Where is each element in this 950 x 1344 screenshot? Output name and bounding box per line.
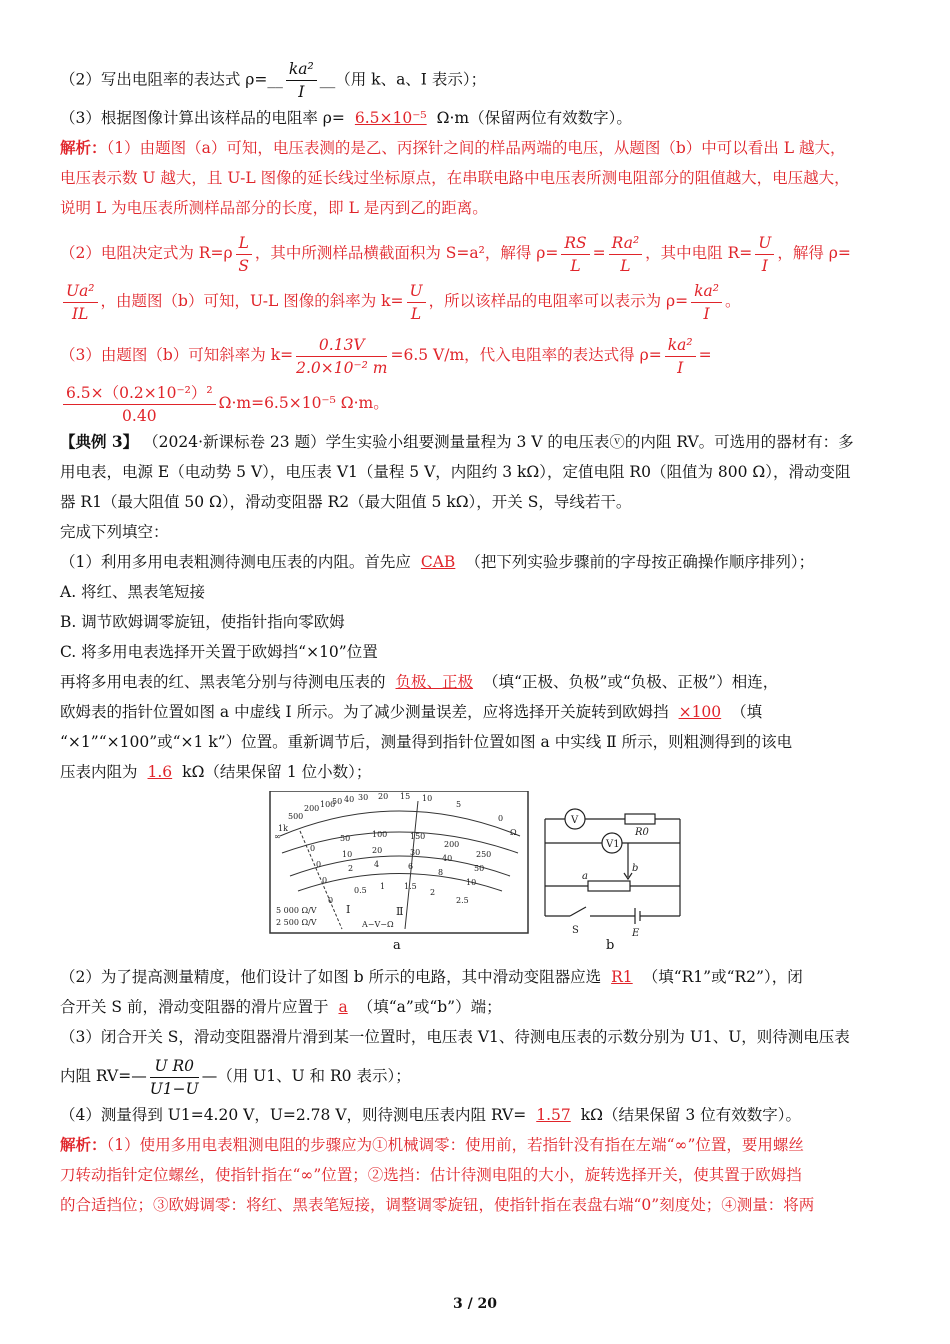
meter-label: 5 000 Ω/V	[276, 906, 317, 915]
meter-figure	[270, 791, 528, 933]
meter-tick: 4	[374, 860, 380, 869]
meter-tick: 50	[340, 834, 351, 843]
meter-tick: 8	[438, 868, 444, 877]
meter-tick: 0	[316, 860, 322, 869]
meter-tick: 10	[422, 794, 433, 803]
meter-tick: 0	[322, 876, 328, 885]
meter-tick: 100	[320, 800, 336, 809]
circuit-label: R0	[635, 827, 649, 838]
resistor-R0	[625, 814, 655, 824]
meter-tick: 30	[410, 848, 421, 857]
meter-tick: 2	[348, 864, 354, 873]
meter-tick: 0	[310, 844, 316, 853]
rv-answer: 1.57	[536, 1106, 571, 1124]
analysis-2: （2）电阻决定式为 R=ρ $\frac{L}{S}$ ，其中所测样品横截面积为 S=a²，解得 ρ= $\frac{RS}{L}$ = $\frac{\text{Ra²}}{L}$ ，其中电阻 R= $\frac{U}{I}$ ，解得 ρ= $\frac{\text{Ua²}}{IL}$ ，由题图（b）可知，U-L 图像的斜率为 k= $\frac{U}{L}$ ，所以该样品的电阻率可以表示为 ρ= $\frac{\text{ka²}}{I}$ 。	[60, 233, 851, 323]
q3-answer: 6.5×10⁻⁵	[354, 109, 427, 127]
meter-tick: 1.5	[404, 882, 417, 891]
meter-tick: 200	[444, 840, 460, 849]
page-number: 3 / 20	[452, 1296, 498, 1312]
figure-svg	[60, 791, 890, 956]
meter-tick: 10	[342, 850, 353, 859]
meter-tick: 15	[400, 792, 411, 801]
meter-tick: 250	[476, 850, 492, 859]
slider-answer: a	[338, 998, 348, 1016]
meter-tick: 5	[456, 800, 462, 809]
meter-tick: 6	[408, 862, 414, 871]
meter-tick: 0	[328, 896, 334, 905]
meter-tick: 0	[498, 814, 504, 823]
circuit-label: a	[582, 871, 588, 882]
q2-line: （2）写出电阻率的表达式 ρ=__ $\frac{\text{ka²}}{I}$ __（用 k、a、I 表示）；	[60, 60, 487, 101]
needle-label-I: Ⅰ	[346, 903, 351, 916]
rheostat	[588, 881, 630, 891]
meter-tick: 1	[380, 882, 386, 891]
meter-tick: 100	[372, 830, 388, 839]
meter-tick: 150	[410, 832, 426, 841]
meter-tick: 10	[466, 878, 477, 887]
meter-label: ∞	[274, 832, 281, 841]
meter-tick: 20	[378, 792, 389, 801]
meter-tick: 40	[442, 854, 453, 863]
polarity-answer: 负极、正极	[395, 673, 474, 691]
circuit-label: V	[571, 815, 579, 826]
range-answer: ×100	[678, 703, 722, 721]
meter-label: Ω	[510, 828, 517, 837]
example-3: 【典例 3】 （2024·新课标卷 23 题）学生实验小组要测量量程为 3 V 的电压表ⓥ的内阻 RV。可选用的器材有：多 用电表，电源 E（电动势 5 V），电压表 V1（量程 5 V，内阻约 3 kΩ），定值电阻 R0（阻值为 800 Ω），滑动变阻 器 R1（最大阻值 50 Ω），滑动变阻器 R2（最大阻值 5 kΩ），开关 S，导线若干。 完成下列填空： （1）利用多用电表粗测待测电压表的内阻。首先应 CAB （把下列实验步骤前的字母按正确操作顺序排列）； A. 将红、黑表笔短接 B. 调节欧姆调零旋钮，使指针指向零欧姆 C. 将多用电表选择开关置于欧姆挡“×10”位置 再将多用电表的红、黑表笔分别与待测电压表的 负极、正极 （填“正极、负极”或“负极、正极”）相连， 欧姆表的指针位置如图 a 中虚线 Ⅰ 所示。为了减少测量误差，应将选择开关旋转到欧姆挡 ×100 （填 “×1”“×100”或“×1 k”）位置。重新调节后，测量得到指针位置如图 a 中实线 Ⅱ 所示，则粗测得到的该电 压表内阻为 1.6 kΩ（结果保留 1 位小数）； 1k 500 200 100 50 40 30 20 15 10 5 0 ∞ Ω 0 50 100 150 200 250 0 10 20 30 40 50 0 2 4 6 8 10 0 0.5 1 1.5 2 2.5 5 000 Ω/V 2 500 Ω/V A−V−Ω Ⅰ Ⅱ V R0 V1 a b S E a b （2）为了提高测量精度，他们设计了如图 b 所示的电路，其中滑动变阻器应选 R1 （填“R1”或“R2”），闭 合开关 S 前，滑动变阻器的滑片应置于 a （填“a”或“b”）端； （3）闭合开关 S，滑动变阻器滑片滑到某一位置时，电压表 V1、待测电压表的示数分别为 U1、U，则待测电压表 内阻 RV=— $\frac{\text{U R0}}{U1-U}$ —（用 U1、U 和 R0 表示）； （4）测量得到 U1=4.20 V，U=2.78 V，则待测电压表内阻 RV= 1.57 kΩ（结果保留 3 位有效数字）。	[60, 427, 890, 1130]
q3-line: （3）根据图像计算出该样品的电阻率 ρ= 6.5×10⁻⁵ Ω·m（保留两位有效数字）。	[60, 109, 632, 127]
meter-tick: 20	[372, 846, 383, 855]
meter-label: A−V−Ω	[362, 920, 394, 929]
meter-tick: 200	[304, 804, 320, 813]
meter-tick: 50	[474, 864, 485, 873]
needle-label-II: Ⅱ	[396, 905, 404, 918]
rheostat-answer: R1	[611, 968, 633, 986]
meter-tick: 40	[344, 795, 355, 804]
meter-label: 2 500 Ω/V	[276, 918, 317, 927]
q2-fraction: $\frac{\text{ka²}}{I}$	[286, 58, 317, 103]
switch-S	[570, 907, 586, 916]
analysis-1: 解析：（1）由题图（a）可知，电压表测的是乙、丙探针之间的样品两端的电压，从题图（b）中可以看出 L 越大， 电压表示数 U 越大，且 U-L 图像的延长线过坐标原点，在串联电路中电压表所测电阻部分的阻值越大，电压越大， 说明 L 为电压表所测样品部分的长度，即 L 是丙到乙的距离。	[60, 138, 850, 217]
meter-tick: 0.5	[354, 886, 367, 895]
analysis-3: （3）由题图（b）可知斜率为 k= $\frac{0.13V}{\text{2.0×10⁻² m}}$ =6.5 V/m，代入电阻率的表达式得 ρ= $\frac{\text{ka²}}{I}$ = $\frac{\text{6.5×（0.2×10⁻²）²}}{0.40}$ Ω·m=6.5×10⁻⁵ Ω·m。	[60, 335, 712, 425]
resistance-answer: 1.6	[147, 763, 173, 781]
circuit-label: b	[632, 863, 639, 874]
circuit-label: V1	[606, 839, 620, 850]
meter-tick: 2.5	[456, 896, 469, 905]
s1-answer: CAB	[420, 553, 456, 571]
circuit-label: E	[632, 928, 640, 939]
circuit-label: S	[572, 925, 579, 936]
meter-tick: 30	[358, 793, 369, 802]
caption-a: a	[393, 938, 401, 953]
meter-tick: 500	[288, 812, 304, 821]
meter-tick: 50	[332, 797, 343, 806]
figures	[60, 791, 890, 956]
analysis-4: 解析：（1）使用多用电表粗测电阻的步骤应为①机械调零：使用前，若指针没有指在左端“∞”位置，要用螺丝 刀转动指针定位螺丝，使指针指在“∞”位置；②选挡：估计待测电阻的大小，旋转选择开关，使其置于欧姆挡 的合适挡位；③欧姆调零：将红、黑表笔短接，调整调零旋钮，使指针指在表盘右端“0”刻度处；④测量：将两	[60, 1135, 815, 1214]
circuit-figure	[545, 809, 680, 939]
meter-tick: 2	[430, 888, 436, 897]
meter-tick: 1k	[278, 824, 288, 833]
caption-b: b	[606, 938, 615, 953]
